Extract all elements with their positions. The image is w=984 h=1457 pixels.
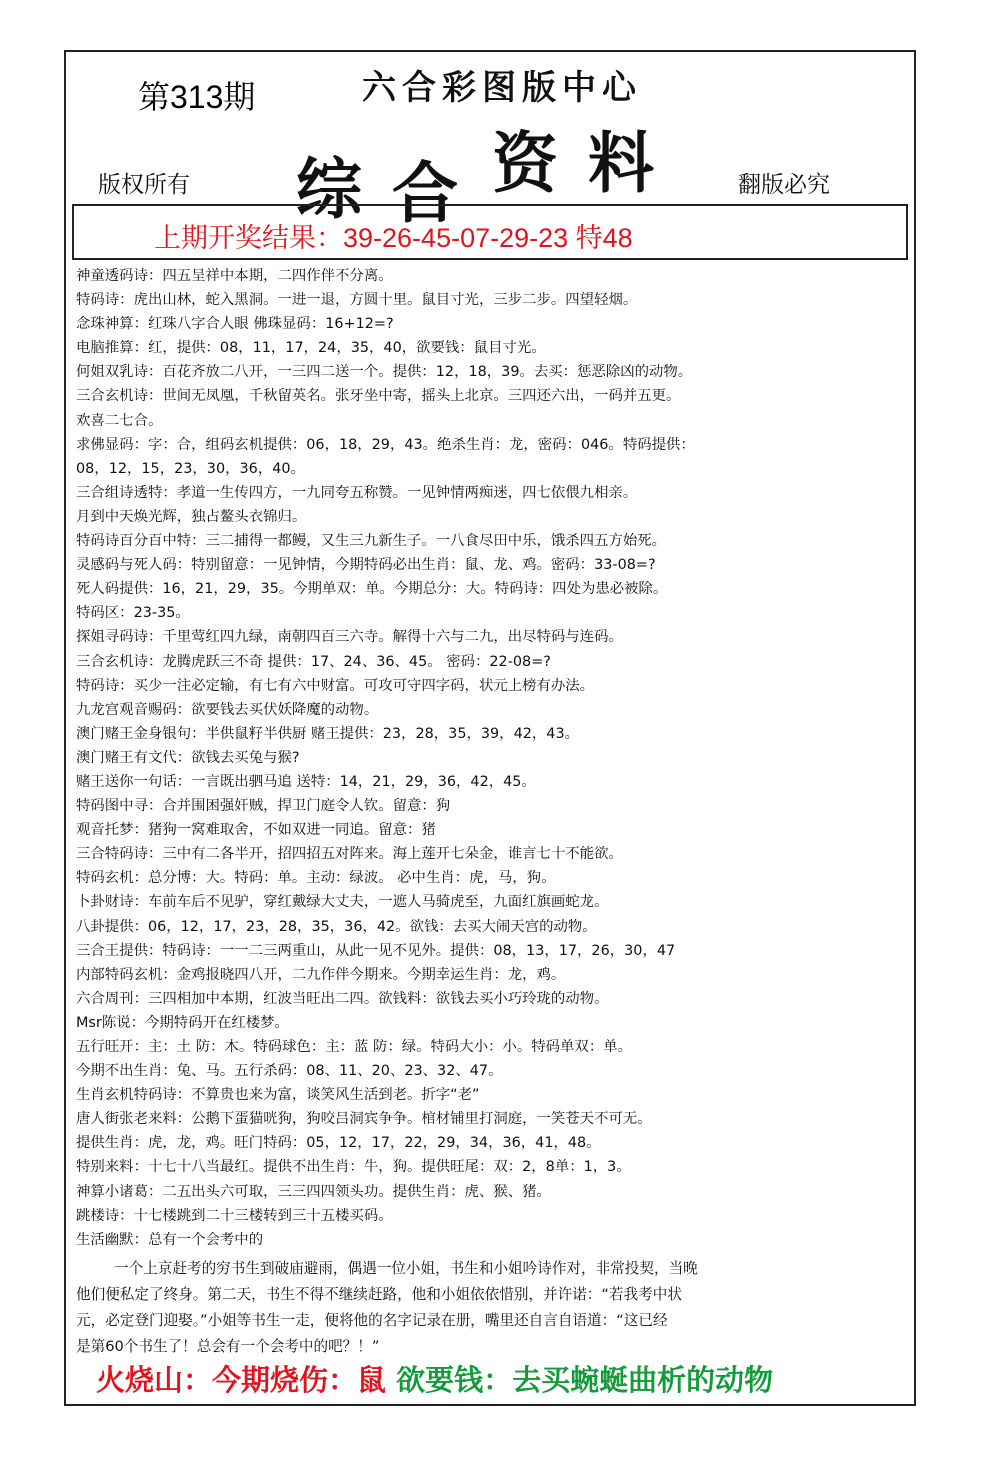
text-line: 特码诗：虎出山林，蛇入黑洞。一进一退，方圆十里。鼠目寸光，三步二步。四望轻烟。 — [76, 292, 638, 309]
text-line: 九龙宫观音赐码：欲要钱去买伏妖降魔的动物。 — [76, 701, 379, 718]
text-line: Msr陈说：今期特码开在红楼梦。 — [76, 1014, 289, 1031]
text-line: 神童透码诗：四五呈祥中本期，二四作伴不分离。 — [76, 268, 393, 284]
text-line: 特码诗百分百中特：三二捕得一都鳗，又生三九新生子。一八食尽田中乐，饿杀四五方始死。 — [76, 533, 667, 550]
big-title — [296, 114, 716, 232]
copyright-note: 版权所有 — [98, 172, 190, 198]
text-line: 欢喜二七合。 — [76, 412, 163, 429]
text-line: 卜卦财诗：车前车后不见驴，穿红戴绿大丈夫，一遮人马骑虎至，九面红旗画蛇龙。 — [76, 894, 609, 911]
footer-want-money: 欲要钱：去买蜿蜒曲析的动物 — [396, 1363, 774, 1397]
text-line: 五行旺开：主：土 防：木。特码球色：主：蓝 防：绿。特码大小：小。特码单双：单。 — [76, 1039, 632, 1055]
text-line: 神算小诸葛：二五出头六可取，三三四四领头功。提供生肖：虎、猴、猪。 — [76, 1183, 551, 1200]
text-line: 澳门赌王有文代：欲钱去买兔与猴? — [76, 749, 300, 766]
text-line: 内部特码玄机：金鸡报晓四八开，二九作伴今期来。今期幸运生肖：龙，鸡。 — [76, 966, 566, 983]
text-line: 08，12，15，23，30，36，40。 — [76, 460, 305, 477]
big-title-char-1: 综 — [296, 150, 362, 228]
story-line: 一个上京赶考的穷书生到破庙避雨，偶遇一位小姐，书生和小姐吟诗作对，非常投契，当晚 — [114, 1259, 698, 1277]
text-line: 生活幽默：总有一个会考中的 — [76, 1231, 264, 1248]
result-box — [72, 204, 908, 260]
center-title: 六合彩图版中心 — [362, 68, 642, 108]
text-line: 今期不出生肖：兔、马。五行杀码：08、11、20、23、32、47。 — [76, 1063, 503, 1080]
text-line: 三合玄机诗：龙腾虎跃三不奇 提供：17、24、36、45。 密码：22-08=? — [76, 653, 551, 670]
text-line: 八卦提供：06，12，17，23，28，35，36，42。欲钱：去买大闹天宫的动物。 — [76, 918, 597, 935]
content-body — [76, 264, 908, 1360]
text-line: 三合特码诗：三中有二各半开，招四招五对阵来。海上莲开七朵金，谁言七十不能欲。 — [76, 846, 623, 863]
text-line: 特码区：23-35。 — [76, 605, 190, 622]
text-line: 念珠神算：红珠八字合人眼 佛珠显码：16+12=? — [76, 316, 394, 333]
text-line: 赌王送你一句话：一言既出驷马追 送特：14，21，29，36，42，45。 — [76, 773, 536, 790]
issue-number: 第313期 — [138, 79, 256, 115]
big-title-char-4: 料 — [588, 124, 654, 202]
text-line: 生肖玄机特码诗：不算贵也来为富，谈笑风生活到老。折字“老” — [76, 1087, 480, 1104]
piracy-note: 翻版必究 — [738, 172, 830, 198]
footer-fire-mountain: 火烧山：今期烧伤：鼠 — [96, 1363, 387, 1397]
text-line: 跳楼诗：十七楼跳到二十三楼转到三十五楼买码。 — [76, 1207, 393, 1224]
big-title-char-2: 合 — [392, 154, 458, 232]
text-line: 特码玄机：总分博：大。特码：单。主动：绿波。 必中生肖：虎，马，狗。 — [76, 870, 556, 887]
last-result: 上期开奖结果：39-26-45-07-29-23 特48 — [154, 223, 633, 253]
story — [76, 1256, 908, 1360]
text-line: 死人码提供：16，21，29，35。今期单双：单。今期总分：大。特码诗：四处为患必被除。 — [76, 581, 668, 598]
page-frame — [64, 50, 916, 1406]
text-line: 何姐双乳诗：百花齐放二八开，一三四二送一个。提供：12，18，39。去买：惩恶除凶的动物。 — [76, 364, 693, 381]
text-line: 电脑推算：红，提供：08，11，17，24，35，40，欲要钱：鼠目寸光。 — [76, 340, 546, 357]
text-line: 特码图中寻：合并围困强奸贼，捍卫门庭令人钦。留意：狗 — [76, 798, 451, 815]
big-title-char-3: 资 — [492, 124, 558, 202]
story-line: 他们便私定了终身。第二天，书生不得不继续赶路，他和小姐依依惜别，并许诺：“若我考中状 — [76, 1285, 682, 1303]
story-line: 元，必定登门迎娶。”小姐等书生一走，便将他的名字记录在册，嘴里还自言自语道：“这已经 — [76, 1311, 668, 1329]
text-line: 唐人街张老来料：公鹅下蛋猫咣狗，狗咬吕洞宾争争。棺材铺里打洞庭，一笑苍天不可无。 — [76, 1111, 652, 1128]
text-line: 特别来料：十七十八当最红。提供不出生肖：牛，狗。提供旺尾：双：2，8单：1，3。 — [76, 1159, 631, 1176]
text-line: 三合玄机诗：世间无凤凰，千秋留英名。张牙坐中寄，摇头上北京。三四还六出，一码并五更。 — [76, 388, 681, 405]
text-line: 观音托梦：猪狗一窝难取舍，不如双进一同追。留意：猪 — [76, 822, 436, 839]
text-lines — [76, 264, 908, 1252]
text-line: 提供生肖：虎，龙，鸡。旺门特码：05，12，17，22，29，34，36，41，48。 — [76, 1135, 601, 1152]
text-line: 求佛显码：字：合，组码玄机提供：06，18，29，43。绝杀生肖：龙，密码：046。特码提供： — [76, 436, 695, 453]
footer-banner — [96, 1358, 773, 1399]
text-line: 特码诗：买少一注必定输，有七有六中财富。可攻可守四字码，状元上榜有办法。 — [76, 677, 595, 694]
text-line: 三合组诗透特：孝道一生传四方，一九同夸五称赞。一见钟情两痴迷，四七依偎九相亲。 — [76, 484, 638, 501]
text-line: 灵感码与死人码：特别留意：一见钟情，今期特码必出生肖：鼠、龙、鸡。密码：33-08=? — [76, 557, 656, 574]
text-line: 澳门赌王金身银句：半供鼠籽半供厨 赌王提供：23，28，35，39，42，43。 — [76, 725, 579, 742]
text-line: 探姐寻码诗：千里莺红四九绿，南朝四百三六寺。解得十六与二九，出尽特码与连码。 — [76, 629, 623, 646]
story-line: 是第60个书生了！总会有一个会考中的吧？！” — [76, 1337, 380, 1355]
text-line: 三合王提供：特码诗：一一二三两重山，从此一见不见外。提供：08，13，17，26，30，47 — [76, 942, 676, 959]
text-line: 六合周刊：三四相加中本期，红波当旺出二四。欲钱料：欲钱去买小巧玲珑的动物。 — [76, 990, 609, 1007]
text-line: 月到中天焕光辉，独占鳌头衣锦归。 — [76, 508, 307, 525]
